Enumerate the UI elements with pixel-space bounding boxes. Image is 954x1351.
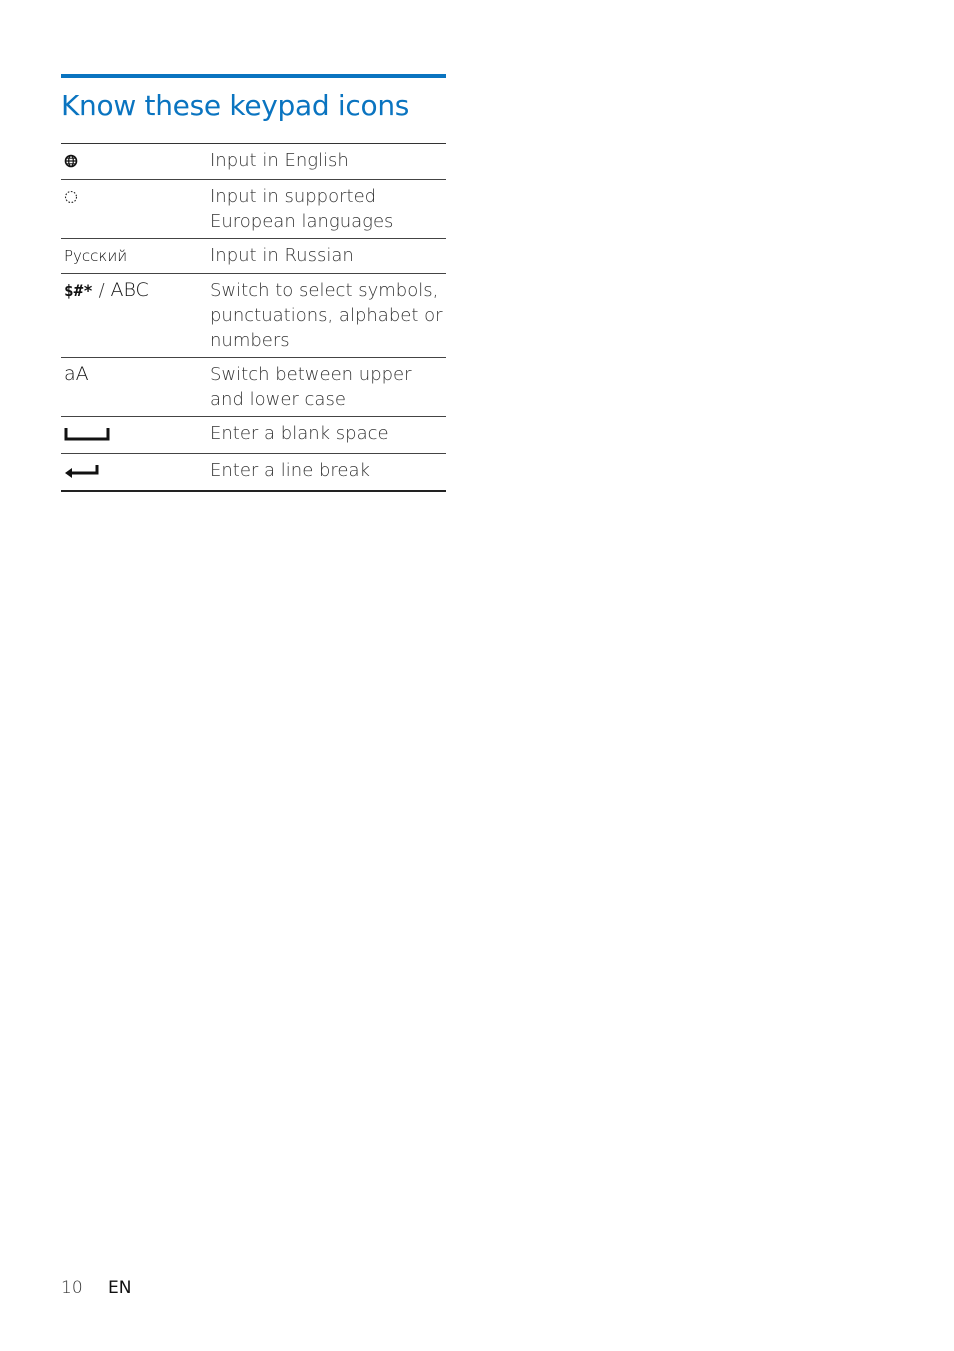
icon-cell xyxy=(61,454,210,492)
page-title: Know these keypad icons xyxy=(61,89,410,122)
keypad-icons-table xyxy=(61,143,446,492)
language-code: EN xyxy=(108,1278,132,1298)
description: Switch between upper and lower case xyxy=(210,358,446,417)
abc-label: ABC xyxy=(110,279,149,301)
page-number: 10 xyxy=(61,1278,83,1298)
table-row xyxy=(61,358,446,417)
icon-cell xyxy=(61,274,210,358)
case-label: aA xyxy=(64,363,89,385)
table-row xyxy=(61,239,446,274)
icon-cell xyxy=(61,239,210,274)
page-footer xyxy=(61,1278,132,1298)
description: Input in Russian xyxy=(210,239,446,274)
top-rule xyxy=(61,74,446,78)
table-row xyxy=(61,454,446,492)
icon-cell xyxy=(61,417,210,454)
separator: / xyxy=(98,280,105,301)
description: Input in supported European languages xyxy=(210,180,446,239)
dotted-circle-icon xyxy=(64,188,78,209)
space-bar-icon xyxy=(64,426,110,447)
description: Enter a blank space xyxy=(210,417,446,454)
line-break-icon xyxy=(64,463,100,484)
globe-icon xyxy=(64,152,78,173)
description: Enter a line break xyxy=(210,460,370,481)
icon-cell xyxy=(61,180,210,239)
symbols-label: $#* xyxy=(64,281,93,300)
table-row xyxy=(61,417,446,454)
table-row xyxy=(61,180,446,239)
table-row xyxy=(61,274,446,358)
table-row xyxy=(61,144,446,180)
icon-cell xyxy=(61,358,210,417)
icon-cell xyxy=(61,144,210,180)
keypad-icons-section xyxy=(61,74,446,492)
russian-label: Русский xyxy=(64,247,128,265)
description: Switch to select symbols, punctuations, alphabet or numbers xyxy=(210,274,446,358)
description: Input in English xyxy=(210,144,446,180)
